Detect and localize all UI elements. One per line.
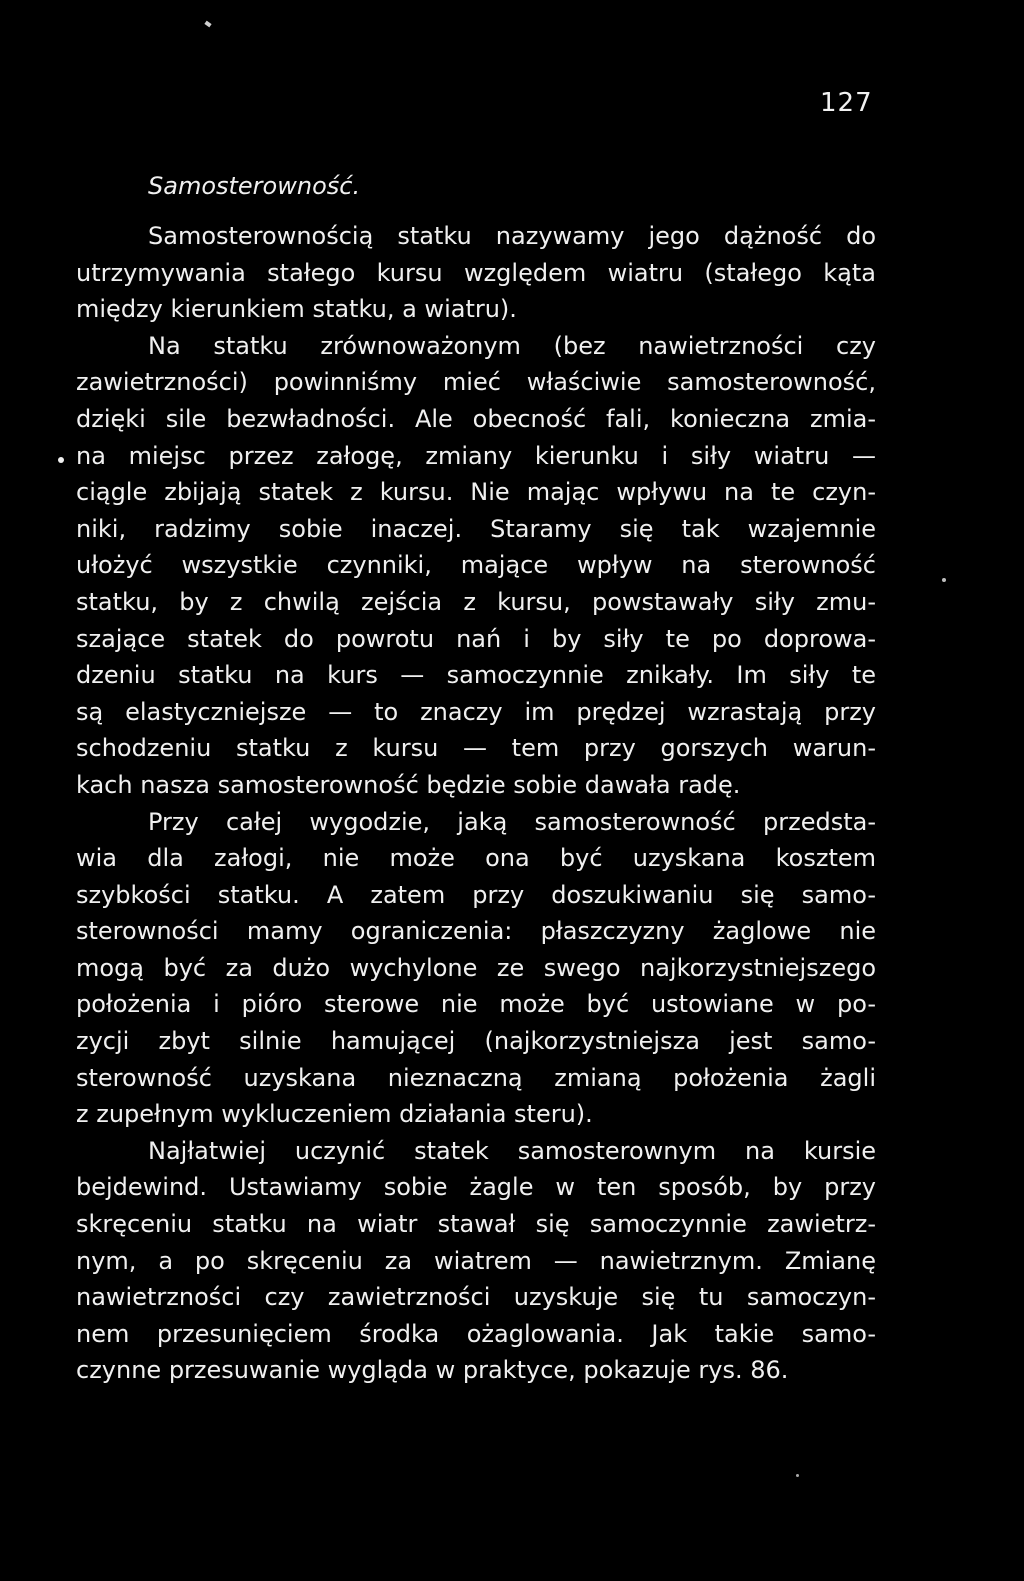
text-line: czynne przesuwanie wygląda w praktyce, pokazuje rys. 86. [76,1356,789,1385]
text-line: nawietrzności czy zawietrzności uzyskuje się tu samoczyn- [76,1283,876,1312]
text-line: z zupełnym wykluczeniem działania steru). [76,1100,593,1129]
text-line: zycji zbyt silnie hamującej (najkorzystniejsza jest samo- [76,1027,876,1056]
text-line: dzeniu statku na kurs — samoczynnie znikały. Im siły te [76,661,876,690]
text-line: sterowności mamy ograniczenia: płaszczyzny żaglowe nie [76,917,876,946]
text-line: nym, a po skręceniu za wiatrem — nawietrznym. Zmianę [76,1246,876,1275]
text-line: Przy całej wygodzie, jaką samosterowność przedsta- [148,807,876,836]
text-line: na miejsc przez załogę, zmiany kierunku i siły wiatru — [76,441,876,470]
text-line: wia dla załogi, nie może ona być uzyskana kosztem [76,844,876,873]
text-line: ciągle zbijają statek z kursu. Nie mając wpływu na te czyn- [76,478,876,507]
text-line: Na statku zrównoważonym (bez nawietrzności czy [148,331,876,360]
text-line: nem przesunięciem środka ożaglowania. Jak takie samo- [76,1319,876,1348]
margin-dot [58,457,64,463]
print-speck [942,578,946,582]
text-line: niki, radzimy sobie inaczej. Staramy się tak wzajemnie [76,514,876,543]
body-text [76,166,876,1389]
text-line: szybkości statku. A zatem przy doszukiwaniu się samo- [76,880,876,909]
page-number: 127 [820,88,873,118]
text-line: Najłatwiej uczynić statek samosterownym na kursie [148,1136,876,1165]
print-speck [796,1474,799,1477]
text-line: utrzymywania stałego kursu względem wiatru (stałego kąta [76,258,876,287]
text-line: sterowność uzyskana nieznaczną zmianą położenia żagli [76,1063,876,1092]
text-line: ułożyć wszystkie czynniki, mające wpływ na sterowność [76,551,876,580]
text-lines [76,218,876,1389]
text-line: są elastyczniejsze — to znaczy im prędzej wzrastają przy [76,697,876,726]
text-line: mogą być za dużo wychylone ze swego najkorzystniejszego [76,953,876,982]
text-line: szające statek do powrotu nań i by siły te po doprowa- [76,624,876,653]
print-speck [204,21,211,28]
text-line: kach nasza samosterowność będzie sobie dawała radę. [76,770,741,799]
text-line: statku, by z chwilą zejścia z kursu, powstawały siły zmu- [76,587,876,616]
text-line: zawietrzności) powinniśmy mieć właściwie samosterowność, [76,368,876,397]
text-line: bejdewind. Ustawiamy sobie żagle w ten sposób, by przy [76,1173,876,1202]
section-heading: Samosterowność. [148,172,361,200]
text-line: schodzeniu statku z kursu — tem przy gorszych warun- [76,734,876,763]
text-line: Samosterownością statku nazywamy jego dążność do [148,222,876,250]
text-line: dzięki sile bezwładności. Ale obecność fali, konieczna zmia- [76,404,876,433]
text-line: między kierunkiem statku, a wiatru). [76,295,517,324]
text-line: skręceniu statku na wiatr stawał się samoczynnie zawietrz- [76,1210,876,1239]
text-line: położenia i pióro sterowe nie może być ustowiane w po- [76,990,876,1019]
